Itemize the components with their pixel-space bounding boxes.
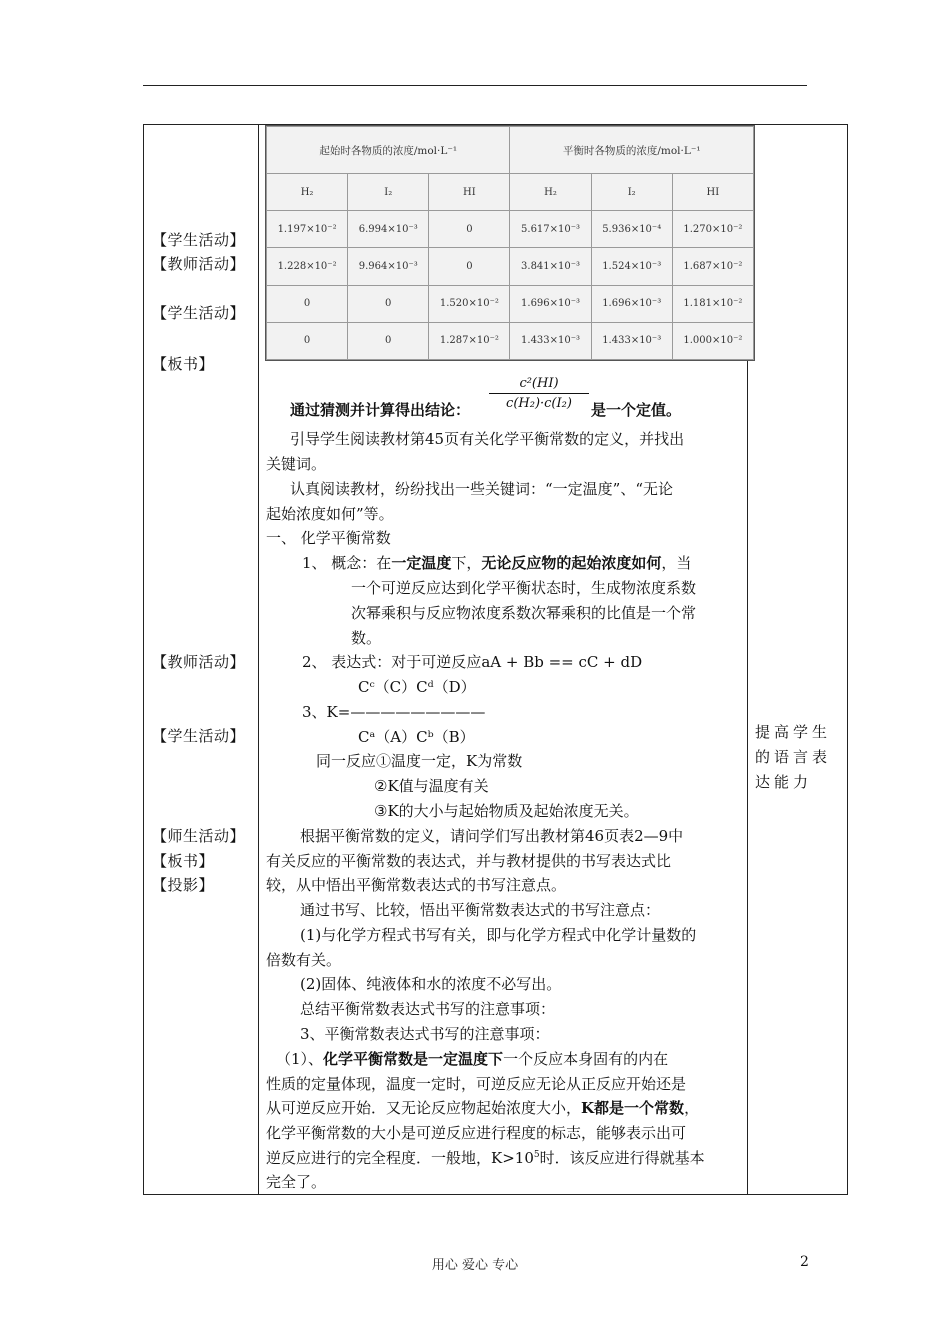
note-line: 性质的定量体现，温度一定时，可逆反应无论从正反应开始还是	[266, 1075, 687, 1093]
header-initial-concentration: 起始时各物质的浓度/mol·L⁻¹	[267, 127, 510, 174]
table-cell: 3.841×10⁻³	[510, 248, 591, 285]
table-row	[267, 322, 754, 359]
note-line: （1）、化学平衡常数是一定温度下一个反应本身固有的内在	[276, 1050, 669, 1068]
note-line: 从可逆反应开始．又无论反应物起始浓度大小，K都是一个常数，	[266, 1099, 700, 1117]
table-cell: 1.270×10⁻²	[672, 211, 753, 248]
table-cell: 1.433×10⁻³	[591, 322, 672, 359]
table-cell: 5.936×10⁻⁴	[591, 211, 672, 248]
note-line: 逆反应进行的完全程度．一般地，$K>10^5$时．该反应进行得就基本	[266, 1149, 705, 1167]
paragraph-line: 认真阅读教材，纷纷找出一些关键词：“一定温度”、“无论	[290, 480, 674, 498]
paragraph-line: 起始浓度如何”等。	[266, 505, 394, 523]
concept-line: 1、 概念：在一定温度下，无论反应物的起始浓度如何，当	[302, 554, 692, 572]
concept-line: 数。	[351, 629, 382, 647]
label-teacher-activity-1: 【教师活动】	[152, 255, 246, 273]
paragraph-line: 总结平衡常数表达式书写的注意事项：	[300, 1000, 556, 1018]
table-cell: 1.696×10⁻³	[591, 285, 672, 322]
paragraph-line: (2)固体、纯液体和水的浓度不必写出。	[300, 975, 562, 993]
page-number: 2	[800, 1254, 809, 1270]
concept-line: 次幂乘积与反应物浓度系数次幂乘积的比值是一个常	[351, 604, 697, 622]
footer-motto: 用心 爱心 专心	[431, 1258, 519, 1273]
col-header: HI	[672, 174, 753, 211]
k-property: ③K的大小与起始物质及起始浓度无关。	[374, 802, 639, 820]
conclusion-suffix: 是一个定值。	[591, 401, 682, 419]
table-cell: 6.994×10⁻³	[348, 211, 429, 248]
equilibrium-ratio-formula	[489, 376, 589, 411]
table-cell: 9.964×10⁻³	[348, 248, 429, 285]
col-header: I₂	[348, 174, 429, 211]
col-header: H₂	[267, 174, 348, 211]
label-board-1: 【板书】	[152, 355, 215, 373]
concentration-data-table	[265, 125, 755, 361]
paragraph-line: 引导学生阅读教材第45页有关化学平衡常数的定义，并找出	[290, 430, 685, 448]
table-cell: 0	[267, 322, 348, 359]
table-row	[267, 285, 754, 322]
col-header: H₂	[510, 174, 591, 211]
header-equilibrium-concentration: 平衡时各物质的浓度/mol·L⁻¹	[510, 127, 754, 174]
table-cell: 1.687×10⁻²	[672, 248, 753, 285]
conclusion-prefix: 通过猜测并计算得出结论：	[290, 401, 471, 419]
note-line: 完全了。	[266, 1173, 327, 1191]
paragraph-line: 关键词。	[266, 455, 327, 473]
paragraph-line: 倍数有关。	[266, 951, 342, 969]
section-heading: 一、 化学平衡常数	[266, 529, 391, 547]
col-header: HI	[429, 174, 510, 211]
table-cell: 0	[267, 285, 348, 322]
concept-line: 一个可逆反应达到化学平衡状态时，生成物浓度系数	[351, 579, 697, 597]
paragraph-line: 有关反应的平衡常数的表达式，并与教材提供的书写表达式比	[266, 852, 672, 870]
formula-numerator: c²(HI)	[489, 376, 589, 394]
label-student-activity-2: 【学生活动】	[152, 304, 246, 322]
k-property: 同一反应①温度一定，K为常数	[316, 752, 523, 770]
note-line: 化学平衡常数的大小是可逆反应进行程度的标志，能够表示出可	[266, 1124, 687, 1142]
label-student-activity-3: 【学生活动】	[152, 727, 246, 745]
column-divider-left	[258, 124, 259, 1195]
k-denominator: Cᵃ（A）Cᵇ（B）	[358, 728, 475, 746]
table-cell: 1.197×10⁻²	[267, 211, 348, 248]
paragraph-line: 较，从中悟出平衡常数表达式的书写注意点。	[266, 876, 567, 894]
table-cell: 1.696×10⁻³	[510, 285, 591, 322]
paragraph-line: 通过书写、比较，悟出平衡常数表达式的书写注意点：	[300, 901, 661, 919]
table-row	[267, 211, 754, 248]
table-cell: 1.000×10⁻²	[672, 322, 753, 359]
header-rule	[143, 85, 807, 86]
col-header: I₂	[591, 174, 672, 211]
table-cell: 1.433×10⁻³	[510, 322, 591, 359]
table-cell: 0	[429, 248, 510, 285]
label-teacher-student-activity: 【师生活动】	[152, 827, 246, 845]
k-numerator: Cᶜ（C）Cᵈ（D）	[358, 678, 476, 696]
label-projection: 【投影】	[152, 876, 215, 894]
teaching-goal-note: 提高学生的语言表达能力	[755, 723, 832, 791]
table-cell: 0	[348, 285, 429, 322]
table-cell: 5.617×10⁻³	[510, 211, 591, 248]
column-divider-right	[747, 361, 748, 1195]
paragraph-line: 根据平衡常数的定义，请问学们写出教材第46页表2—9中	[300, 827, 684, 845]
paragraph-line: 3、平衡常数表达式书写的注意事项：	[300, 1025, 550, 1043]
paragraph-line: (1)与化学方程式书写有关，即与化学方程式中化学计量数的	[300, 926, 697, 944]
table-cell: 1.228×10⁻²	[267, 248, 348, 285]
k-fraction-line: 3、K=—————————	[302, 703, 486, 721]
label-teacher-activity-2: 【教师活动】	[152, 653, 246, 671]
label-board-2: 【板书】	[152, 852, 215, 870]
formula-denominator: c(H₂)·c(I₂)	[506, 396, 572, 411]
table-cell: 1.181×10⁻²	[672, 285, 753, 322]
table-cell: 1.524×10⁻³	[591, 248, 672, 285]
table-cell: 0	[348, 322, 429, 359]
table-cell: 1.287×10⁻²	[429, 322, 510, 359]
table-cell: 1.520×10⁻²	[429, 285, 510, 322]
label-student-activity-1: 【学生活动】	[152, 231, 246, 249]
table-row	[267, 248, 754, 285]
table-cell: 0	[429, 211, 510, 248]
k-property: ②K值与温度有关	[374, 777, 489, 795]
expression-line: 2、 表达式：对于可逆反应aA + Bb == cC + dD	[302, 653, 643, 671]
